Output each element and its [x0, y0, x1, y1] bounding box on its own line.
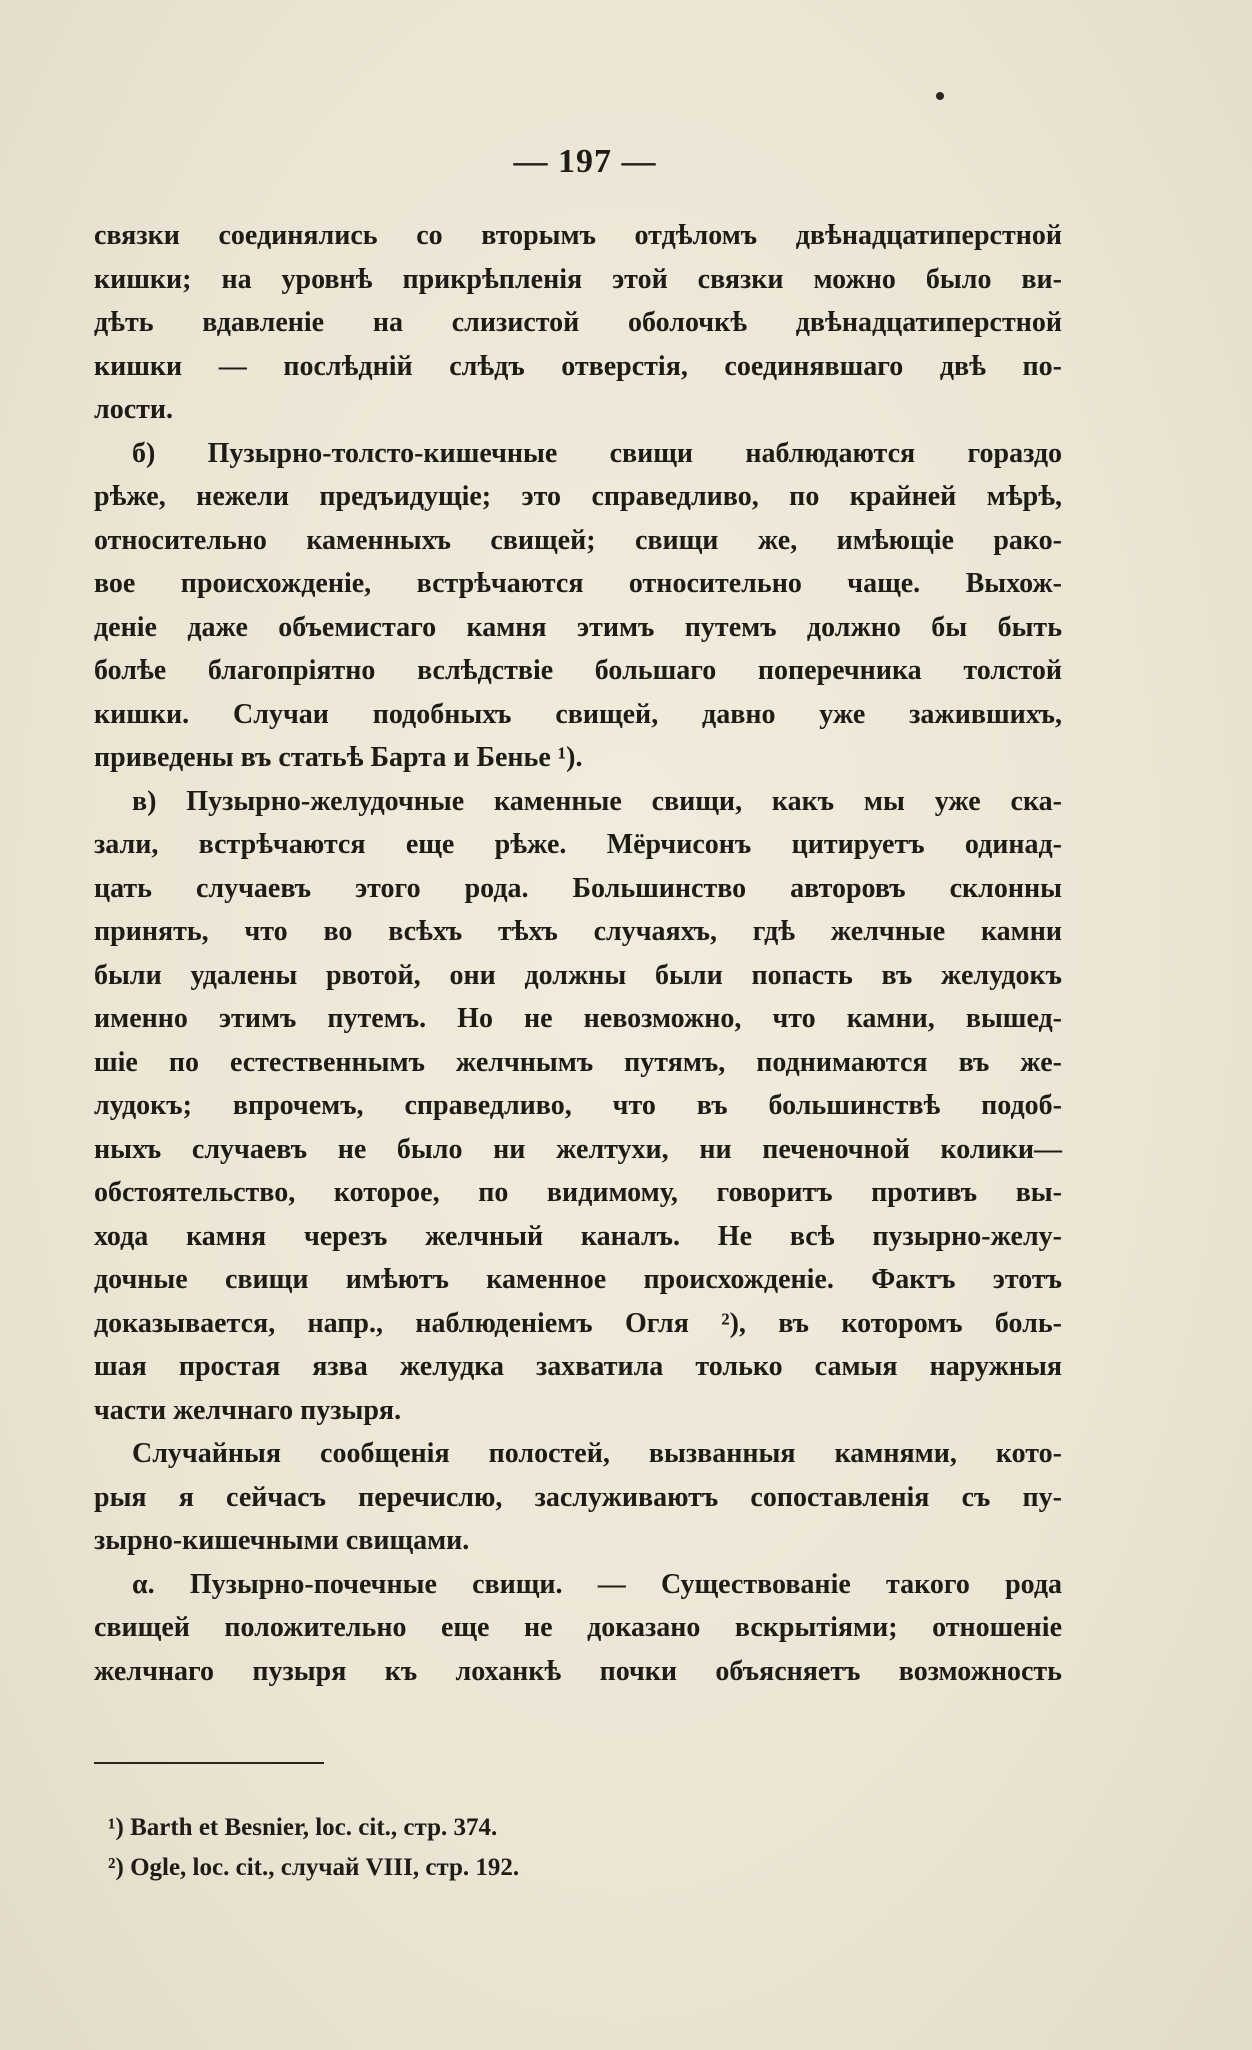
text-line: Случайныя сообщенія полостей, вызванныя камнями, кото-: [132, 1438, 1062, 1469]
text-line: кишки. Случаи подобныхъ свищей, давно уже зажившихъ,: [94, 698, 1062, 730]
text-line: болѣе благопріятно вслѣдствіе большаго поперечника толстой: [94, 655, 1062, 686]
text-line: б) Пузырно-толсто-кишечные свищи наблюдаются гораздо: [132, 437, 1062, 469]
text-line: шая простая язва желудка захватила только самыя наружныя: [94, 1351, 1062, 1382]
text-line: доказывается, напр., наблюденіемъ Огля ²), въ которомъ боль-: [94, 1307, 1062, 1339]
text-line: рѣже, нежели предъидущіе; это справедливо, по крайней мѣрѣ,: [94, 481, 1062, 512]
text-line: рыя я сейчасъ перечислю, заслуживаютъ сопоставленія съ пу-: [94, 1481, 1062, 1513]
text-line: части желчнаго пузыря.: [94, 1394, 402, 1426]
footnote-rule: [94, 1762, 324, 1764]
text-line: кишки; на уровнѣ прикрѣпленія этой связки можно было ви-: [94, 263, 1062, 295]
footnote: ¹) Barth et Besnier, loc. cit., стр. 374.: [108, 1814, 498, 1841]
text-line: кишки — послѣдній слѣдъ отверстія, соединявшаго двѣ по-: [94, 350, 1062, 382]
text-line: принять, что во всѣхъ тѣхъ случаяхъ, гдѣ желчные камни: [94, 916, 1062, 947]
text-line: приведены въ статьѣ Барта и Бенье ¹).: [94, 742, 583, 773]
text-line: лудокъ; впрочемъ, справедливо, что въ большинствѣ подоб-: [94, 1090, 1062, 1121]
text-line: свищей положительно еще не доказано вскрытіями; отношеніе: [94, 1612, 1062, 1643]
text-line: относительно каменныхъ свищей; свищи же, имѣющіе рако-: [94, 524, 1062, 556]
body-text: [94, 214, 1062, 1693]
text-line: лости.: [94, 394, 174, 425]
text-line: связки соединялись со вторымъ отдѣломъ двѣнадцатиперстной: [94, 220, 1062, 251]
text-line: шіе по естественнымъ желчнымъ путямъ, поднимаются въ же-: [94, 1046, 1062, 1078]
text-line: хода камня черезъ желчный каналъ. Не всѣ пузырно-желу-: [94, 1220, 1062, 1252]
text-line: зали, встрѣчаются еще рѣже. Мёрчисонъ цитируетъ одинад-: [94, 829, 1062, 860]
ink-speck: [936, 92, 944, 100]
text-line: желчнаго пузыря къ лоханкѣ почки объясняетъ возможность: [94, 1655, 1062, 1687]
text-line: дочные свищи имѣютъ каменное происхожденіе. Фактъ этотъ: [94, 1264, 1062, 1295]
text-line: деніе даже объемистаго камня этимъ путемъ должно бы быть: [94, 611, 1062, 643]
text-line: в) Пузырно-желудочные каменные свищи, какъ мы уже ска-: [132, 785, 1062, 817]
text-line: зырно-кишечными свищами.: [94, 1525, 470, 1556]
text-line: именно этимъ путемъ. Но не невозможно, что камни, вышед-: [94, 1003, 1062, 1034]
text-line: дѣть вдавленіе на слизистой оболочкѣ двѣнадцатиперстной: [94, 307, 1062, 338]
text-line: вое происхожденіе, встрѣчаются относительно чаще. Выхож-: [94, 568, 1062, 599]
footnote: ²) Ogle, loc. cit., случай VIII, стр. 192.: [108, 1854, 520, 1881]
text-line: ныхъ случаевъ не было ни желтухи, ни печеночной колики—: [94, 1133, 1062, 1165]
text-line: α. Пузырно-почечные свищи. — Существованіе такого рода: [132, 1568, 1062, 1600]
page-number: — 197 —: [513, 143, 657, 180]
text-line: были удалены рвотой, они должны были попасть въ желудокъ: [94, 959, 1062, 991]
footnotes: [108, 1808, 519, 1888]
text-line: обстоятельство, которое, по видимому, говоритъ противъ вы-: [94, 1177, 1062, 1208]
text-line: цать случаевъ этого рода. Большинство авторовъ склонны: [94, 872, 1062, 904]
